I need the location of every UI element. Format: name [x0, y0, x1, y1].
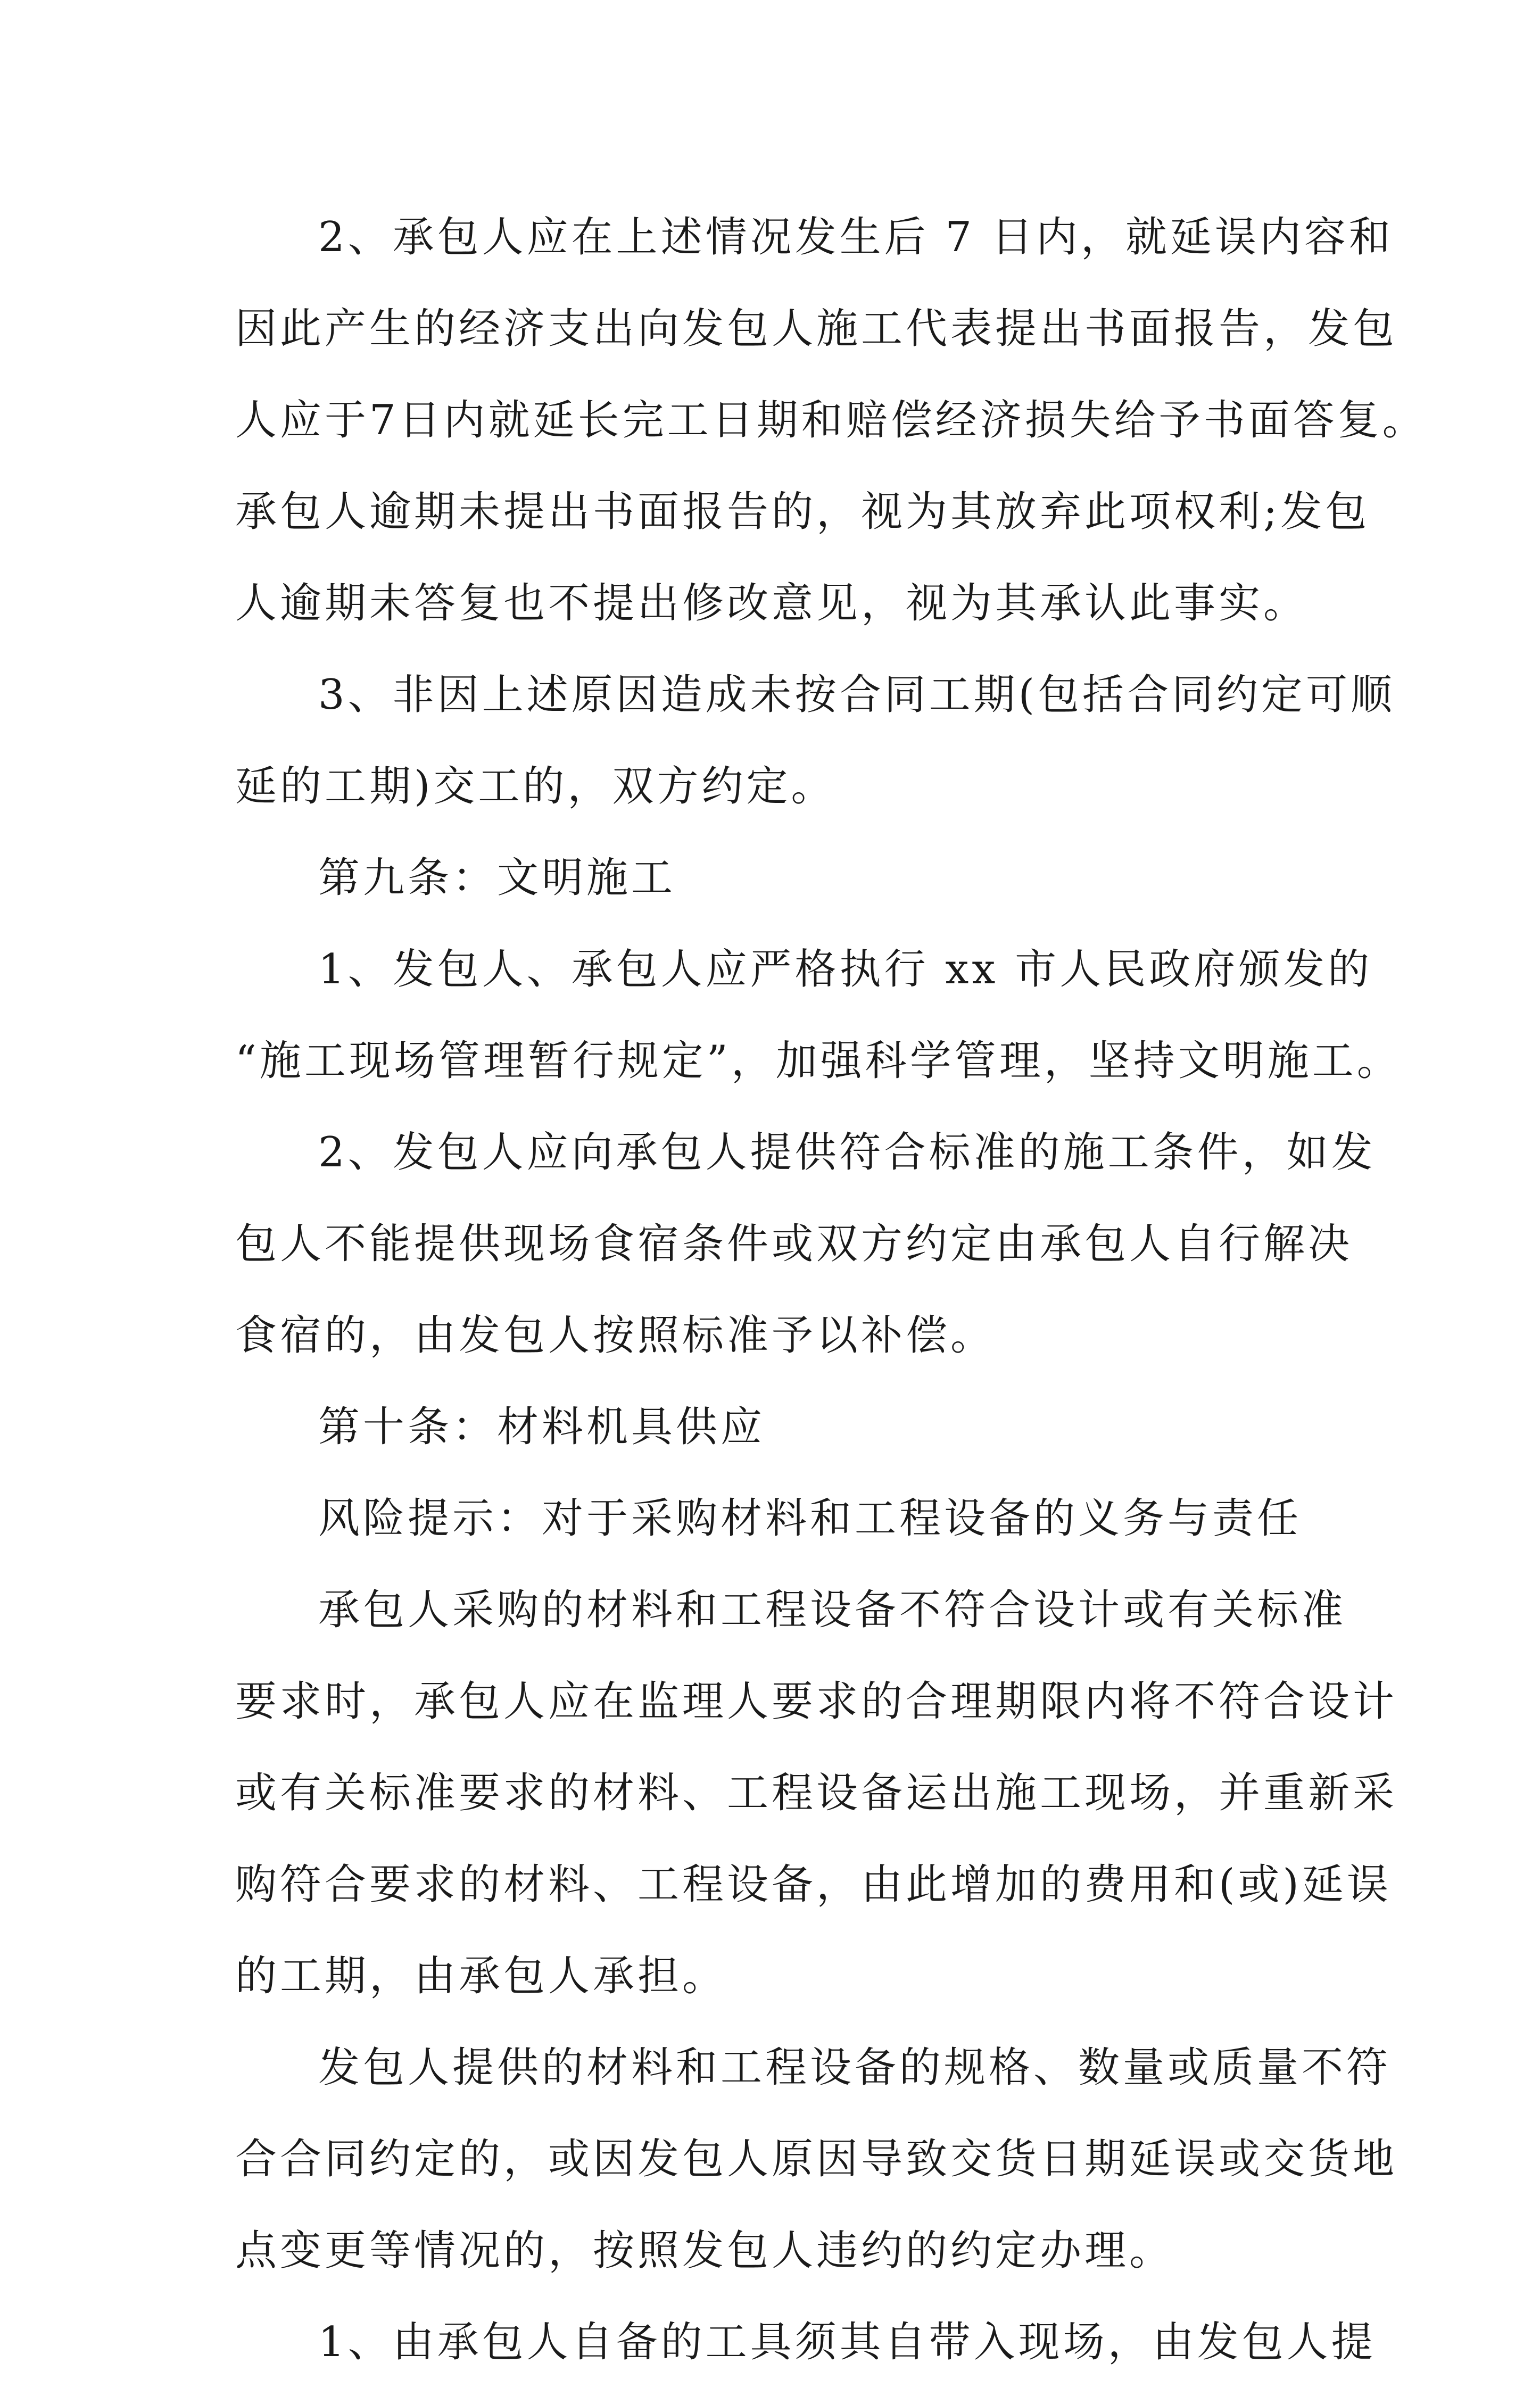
text-line: 2、发包人应向承包人提供符合标准的施工条件，如发: [318, 1129, 1376, 1176]
text-line: 发包人提供的材料和工程设备的规格、数量或质量不符: [318, 2044, 1392, 2092]
text-line: “施工现场管理暂行规定”，加强科学管理，坚持文明施工。: [235, 1037, 1402, 1085]
text-line: 包人不能提供现场食宿条件或双方约定由承包人自行解决: [235, 1220, 1353, 1268]
text-line: 因此产生的经济支出向发包人施工代表提出书面报告，发包: [235, 305, 1398, 353]
text-line: 人应于7日内就延长完工日期和赔偿经济损失给予书面答复。: [235, 396, 1427, 444]
section-heading: 第十条：材料机具供应: [318, 1403, 766, 1451]
section-heading: 第九条：文明施工: [318, 854, 676, 902]
text-line: 合合同约定的，或因发包人原因导致交货日期延误或交货地: [235, 2135, 1398, 2183]
text-line: 购符合要求的材料、工程设备，由此增加的费用和(或)延误: [235, 1861, 1392, 1909]
text-line: 1、发包人、承包人应严格执行 xx 市人民政府颁发的: [318, 946, 1373, 993]
text-line: 承包人逾期未提出书面报告的，视为其放弃此项权利;发包: [235, 488, 1370, 536]
text-line: 承包人采购的材料和工程设备不符合设计或有关标准: [318, 1586, 1347, 1634]
text-line: 或有关标准要求的材料、工程设备运出施工现场，并重新采: [235, 1769, 1398, 1817]
text-line: 人逾期未答复也不提出修改意见，视为其承认此事实。: [235, 579, 1309, 627]
text-line: 的工期，由承包人承担。: [235, 1952, 727, 2000]
text-line: 1、由承包人自备的工具须其自带入现场，由发包人提: [318, 2318, 1376, 2366]
document-body: [235, 192, 1427, 2388]
text-line: 点变更等情况的，按照发包人违约的约定办理。: [235, 2227, 1174, 2275]
text-line: 要求时，承包人应在监理人要求的合理期限内将不符合设计: [235, 1678, 1398, 1726]
text-line: 3、非因上述原因造成未按合同工期(包括合同约定可顺: [318, 671, 1396, 719]
text-line: 延的工期)交工的，双方约定。: [235, 762, 836, 810]
text-line: 食宿的，由发包人按照标准予以补偿。: [235, 1312, 996, 1359]
text-line: 2、承包人应在上述情况发生后 7 日内，就延误内容和: [318, 213, 1394, 261]
risk-note: 风险提示：对于采购材料和工程设备的义务与责任: [318, 1495, 1302, 1543]
